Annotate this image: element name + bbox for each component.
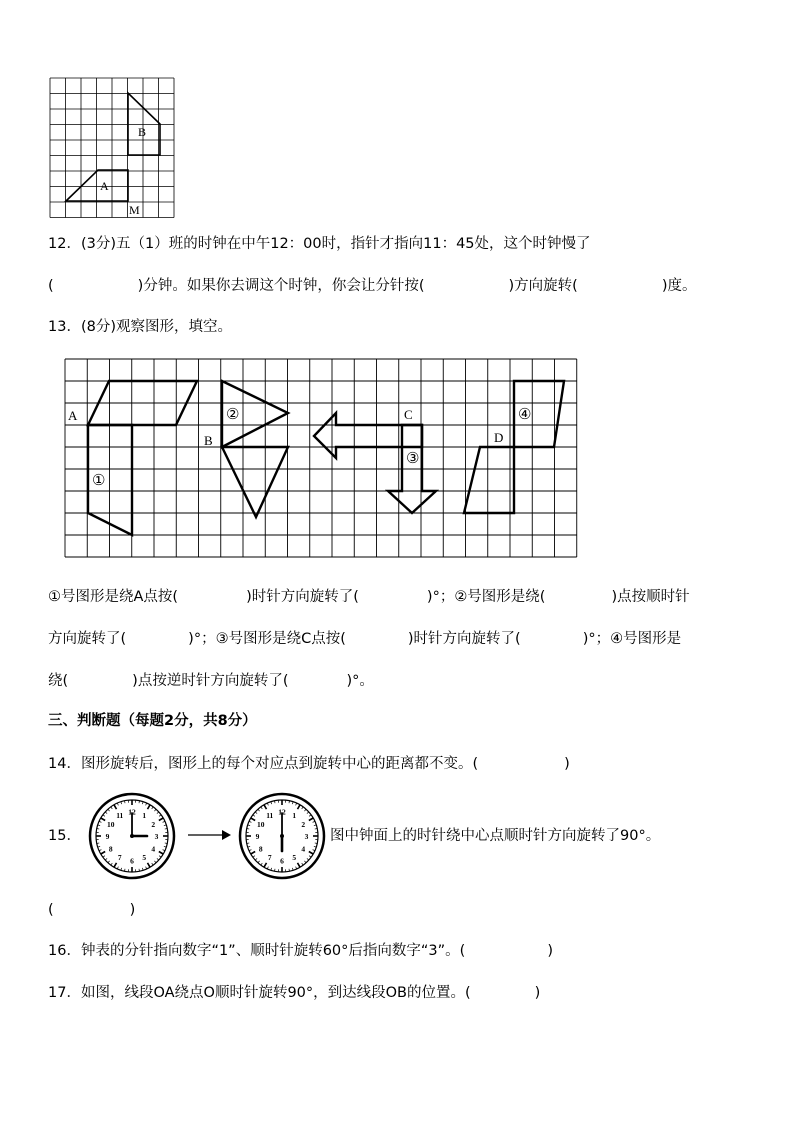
q14-line: 14．图形旋转后，图形上的每个对应点到旋转中心的距离都不变。( ) [48,756,570,772]
q12-line1: 12．(3分)五（1）班的时钟在中午12：00时，指针才指向11：45处，这个时钟慢了 [48,236,591,252]
clock-2 [238,792,326,880]
clock-number: 12 [278,807,286,817]
fig-label-c: C [404,407,413,422]
clock-number: 2 [301,819,306,829]
clock-number: 4 [151,844,156,854]
q13-line1: ①号图形是绕A点按( )时针方向旋转了( )°；②号图形是绕( )点按顺时针 [48,589,690,605]
clock-1 [88,792,176,880]
q13-title: 13．(8分)观察图形，填空。 [48,319,232,335]
clock-number: 7 [267,853,272,863]
fig-label-a: A [68,408,78,423]
clock-number: 8 [258,844,263,854]
fig-num-1: ① [92,473,106,489]
fig-num-2: ② [226,407,240,423]
q17-line: 17．如图，线段OA绕点O顺时针旋转90°，到达线段OB的位置。( ) [48,985,541,1001]
q15-number: 15． [48,828,81,844]
top-grid-figure [48,77,178,219]
fig-label-d: D [494,430,504,445]
clock-number: 7 [117,853,122,863]
clock-number: 9 [255,832,260,841]
clock-number: 1 [292,810,297,820]
clock-number: 3 [154,832,159,841]
shape-4 [464,447,514,513]
label-a: A [100,179,109,193]
q13-line3: 绕( )点按逆时针方向旋转了( )°。 [48,673,374,689]
shape-2 [222,447,288,517]
clock-number: 11 [116,810,124,820]
shape-a [66,170,128,201]
clock-number: 9 [105,832,110,841]
clock-number: 2 [151,819,156,829]
top-grid [50,78,174,218]
clock-number: 8 [108,844,113,854]
section-3-title: 三、判断题（每题2分，共8分） [48,713,257,729]
shape-b [128,93,160,155]
q15-answer: ( ) [48,902,136,918]
clock-number: 10 [257,819,265,829]
label-m: M [129,203,140,217]
q15-text: 图中钟面上的时针绕中心点顺时针方向旋转了90°。 [330,828,661,844]
q12-line2: ( )分钟。如果你去调这个时钟，你会让分针按( )方向旋转( )度。 [48,278,697,294]
q13-grid [65,359,577,557]
q13-grid-figure [60,355,586,565]
clock-number: 6 [280,856,284,866]
clock-number: 5 [292,853,297,863]
arrow-right-icon [186,828,232,842]
clock-number: 11 [266,810,274,820]
q13-line2: 方向旋转了( )°；③号图形是绕C点按( )时针方向旋转了( )°；④号图形是 [48,631,682,647]
fig-num-4: ④ [518,407,532,423]
fig-num-3: ③ [406,451,420,467]
clock-number: 3 [304,832,309,841]
clock-number: 1 [142,810,147,820]
clock-number: 6 [130,856,134,866]
q16-line: 16．钟表的分针指向数字“1”、顺时针旋转60°后指向数字“3”。( ) [48,943,553,959]
clock-number: 5 [142,853,147,863]
clock-number: 10 [107,819,115,829]
clock-number: 12 [128,807,136,817]
clock-number: 4 [301,844,306,854]
fig-label-b: B [204,433,213,448]
label-b: B [138,125,147,139]
